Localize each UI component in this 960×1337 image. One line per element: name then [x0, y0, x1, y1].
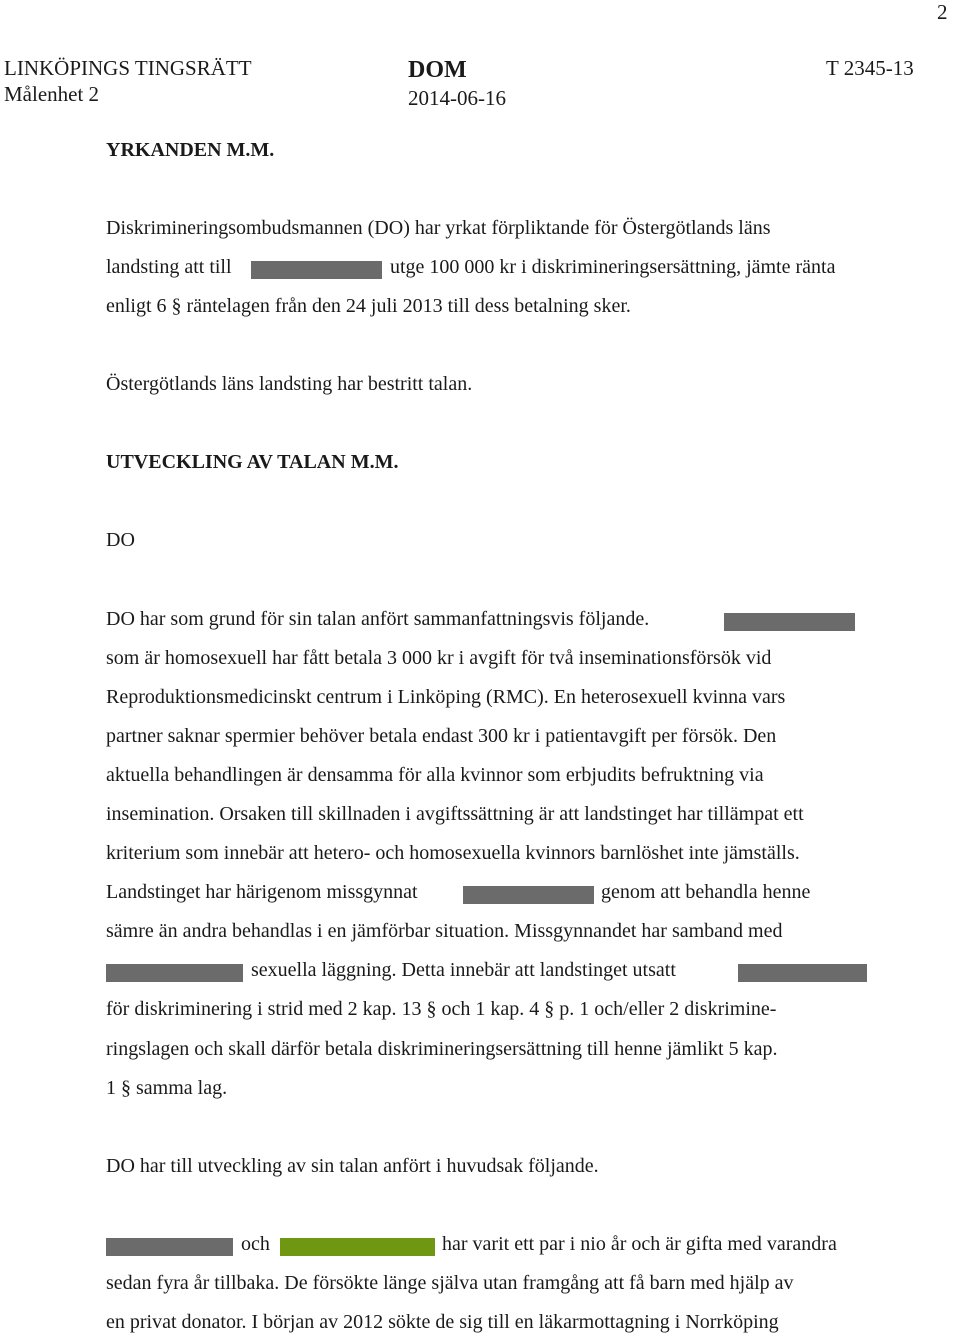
p3-line-3: en privat donator. I början av 2012 sökte de sig till en läkarmottagning i Norrköping	[106, 1311, 779, 1333]
document-date: 2014-06-16	[408, 86, 506, 110]
redaction-block	[251, 261, 382, 279]
page-number: 2	[937, 0, 948, 24]
redaction-block	[738, 964, 867, 982]
court-name: LINKÖPINGS TINGSRÄTT	[4, 56, 252, 80]
claims-line-1: Diskrimineringsombudsmannen (DO) har yrkat förpliktande för Östergötlands läns	[106, 217, 771, 239]
p1-line-2: som är homosexuell har fått betala 3 000 kr i avgift för två inseminationsförsök vid	[106, 647, 772, 669]
redaction-block	[463, 886, 594, 904]
p1-line-3: Reproduktionsmedicinskt centrum i Linköping (RMC). En heterosexuell kvinna vars	[106, 686, 786, 708]
p3-line-1a: och	[241, 1233, 270, 1255]
p1-line-8a: Landstinget har härigenom missgynnat	[106, 881, 418, 903]
claims-heading: YRKANDEN M.M.	[106, 139, 275, 161]
p1-line-9: sämre än andra behandlas i en jämförbar situation. Missgynnandet har samband med	[106, 920, 783, 942]
claims-line-2a: landsting att till	[106, 256, 232, 278]
redaction-block	[724, 613, 855, 631]
p1-line-7: kriterium som innebär att hetero- och homosexuella kvinnors barnlöshet inte jämställs.	[106, 842, 800, 864]
p2-line-1: DO har till utveckling av sin talan anfört i huvudsak följande.	[106, 1155, 599, 1177]
claims-line-3: enligt 6 § räntelagen från den 24 juli 2013 till dess betalning sker.	[106, 295, 631, 317]
p1-line-11: för diskriminering i strid med 2 kap. 13 § och 1 kap. 4 § p. 1 och/eller 2 diskrimine-	[106, 998, 777, 1020]
p1-line-6: insemination. Orsaken till skillnaden i avgiftssättning är att landstinget har tillämpat ett	[106, 803, 804, 825]
contest-statement: Östergötlands läns landsting har bestritt talan.	[106, 373, 473, 395]
p3-line-1b: har varit ett par i nio år och är gifta med varandra	[442, 1233, 837, 1255]
p1-line-12: ringslagen och skall därför betala diskrimineringsersättning till henne jämlikt 5 kap.	[106, 1038, 778, 1060]
p1-line-10a: sexuella läggning. Detta innebär att landstinget utsatt	[251, 959, 676, 981]
redaction-block	[106, 1238, 233, 1256]
p3-line-2: sedan fyra år tillbaka. De försökte länge själva utan framgång att få barn med hjälp av	[106, 1272, 794, 1294]
development-heading: UTVECKLING AV TALAN M.M.	[106, 451, 399, 473]
case-number: T 2345-13	[826, 56, 914, 80]
redaction-block-highlight	[280, 1238, 435, 1256]
p1-line-8b: genom att behandla henne	[601, 881, 811, 903]
court-unit: Målenhet 2	[4, 82, 100, 106]
redaction-block	[106, 964, 243, 982]
p1-line-4: partner saknar spermier behöver betala endast 300 kr i patientavgift per försök. Den	[106, 725, 777, 747]
claims-line-2b: utge 100 000 kr i diskrimineringsersättning, jämte ränta	[390, 256, 836, 278]
p1-line-1: DO har som grund för sin talan anfört sammanfattningsvis följande.	[106, 608, 650, 630]
do-subheading: DO	[106, 529, 135, 551]
p1-line-5: aktuella behandlingen är densamma för alla kvinnor som erbjudits befruktning via	[106, 764, 764, 786]
document-type: DOM	[408, 57, 467, 83]
p1-line-13: 1 § samma lag.	[106, 1077, 228, 1099]
